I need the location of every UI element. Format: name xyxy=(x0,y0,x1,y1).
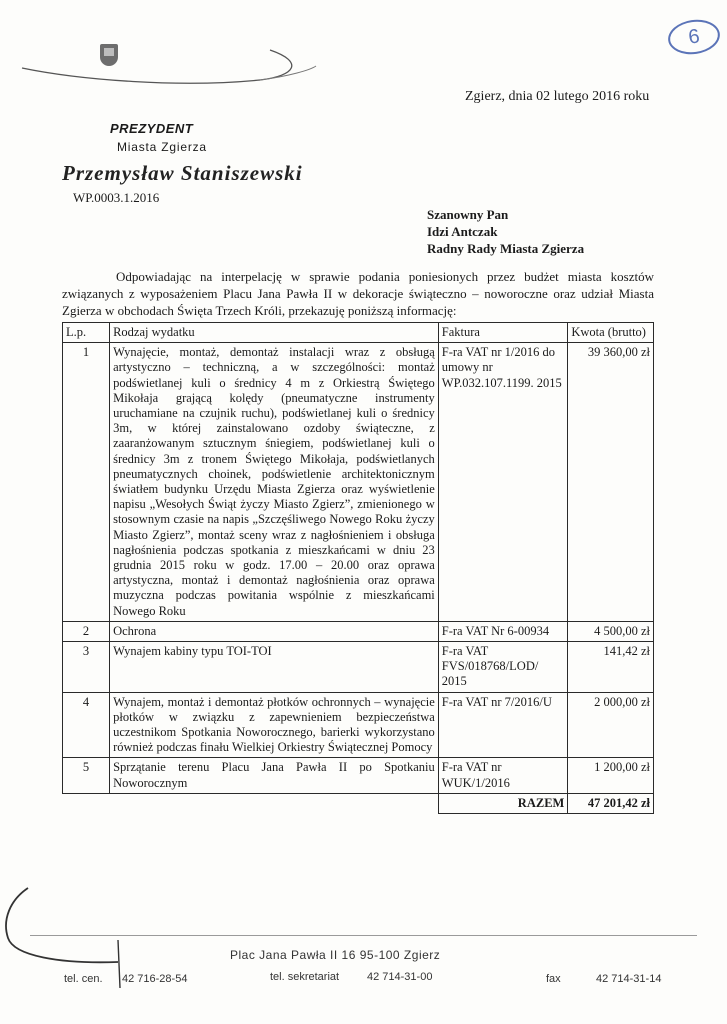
table-row xyxy=(63,692,654,758)
footer-tel-label: tel. cen. xyxy=(64,973,103,985)
city-crest-icon xyxy=(100,44,118,66)
footer-address: Plac Jana Pawła II 16 95-100 Zgierz xyxy=(230,948,441,962)
addressee-salutation: Szanowny Pan xyxy=(427,207,509,222)
total-spacer xyxy=(110,793,439,813)
footer-fax-label: fax xyxy=(546,973,561,985)
sender-name: Przemysław Staniszewski xyxy=(62,161,303,185)
addressee-name: Idzi Antczak xyxy=(427,224,498,239)
table-row xyxy=(63,642,654,693)
row-description: Ochrona xyxy=(110,621,439,641)
letter-date: Zgierz, dnia 02 lutego 2016 roku xyxy=(465,89,650,104)
row-amount: 39 360,00 zł xyxy=(568,343,654,622)
row-amount: 2 000,00 zł xyxy=(568,692,654,758)
total-label: RAZEM xyxy=(438,793,568,813)
sender-city: Miasta Zgierza xyxy=(117,140,207,154)
row-invoice: F-ra VAT Nr 6-00934 xyxy=(438,621,568,641)
header-amount: Kwota (brutto) xyxy=(568,323,654,343)
row-amount: 4 500,00 zł xyxy=(568,621,654,641)
header-invoice: Faktura xyxy=(438,323,568,343)
row-description: Wynajem, montaż i demontaż płotków ochronnych – wynajęcie płotków w związku z zapewnieniem bezpieczeństwa uczestnikom Spotkania Noworocznego, barierki wykorzystano również podczas finału Wielkiej Orkiestry Świątecznej Pomocy xyxy=(110,692,439,758)
total-spacer xyxy=(63,793,110,813)
footer-fax: 42 714-31-14 xyxy=(596,973,662,985)
reference-number: WP.0003.1.2016 xyxy=(73,190,160,205)
row-invoice: F-ra VAT nr WUK/1/2016 xyxy=(438,758,568,793)
table-row xyxy=(63,621,654,641)
footer-secretariat-label: tel. sekretariat xyxy=(270,971,340,983)
header-lp: L.p. xyxy=(63,323,110,343)
table-row xyxy=(63,758,654,793)
row-lp: 2 xyxy=(63,621,110,641)
intro-paragraph: Odpowiadając na interpelację w sprawie podania poniesionych przez budżet miasta kosztów związanych z wyposażeniem Placu Jana Pawła II w dekoracje świąteczno – noworoczne oraz udział Miasta Zgierza w obchodach Święta Trzech Króli, przekazuję poniższą informację: xyxy=(62,269,654,318)
header-type: Rodzaj wydatku xyxy=(110,323,439,343)
addressee-block xyxy=(427,206,584,257)
letterhead-swoosh xyxy=(20,40,320,90)
expenses-table xyxy=(62,322,654,814)
addressee-role: Radny Rady Miasta Zgierza xyxy=(427,241,585,256)
row-invoice: F-ra VAT nr 1/2016 do umowy nr WP.032.107.1199. 2015 xyxy=(438,343,568,622)
row-description: Wynajęcie, montaż, demontaż instalacji wraz z obsługą artystyczno – techniczną, a w szczególności: montaż podświetlanej kuli o średnicy 4 m z Orkiestrą Świętego Mikołaja grającą kolędy (pneumatyczne instrumenty uruchamiane na czujnik ruchu), podświetlanej kuli o średnicy 3m, w której zainstalowano ozdoby świąteczne, z zaaranżowanym sztucznym śniegiem, podświetlanej kuli o średnicy 3m z tronem Świętego Mikołaja, podświetlanych pneumatycznych choinek, podświetlenie architektonicznym światłem budynku Urzędu Miasta Zgierza oraz wyświetlenie napisu „Wesołych Świąt życzy Miasto Zgierz”, zmienionego w stosownym czasie na napis „Szczęśliwego Nowego Roku życzy Miasto Zgierz”, montaż sceny wraz z nagłośnieniem i obsługa nagłośnienia podczas spotkania z mieszkańcami w dniu 23 grudnia 2015 roku w godz. 17.00 – 20.00 oraz oprawa artystyczna, montaż i demontaż nagłośnienia oraz oprawa muzyczna podczas powitania wspólnie z mieszkańcami Nowego Roku xyxy=(110,343,439,622)
row-amount: 1 200,00 zł xyxy=(568,758,654,793)
total-amount: 47 201,42 zł xyxy=(568,793,654,813)
page-number-stamp: 6 xyxy=(666,17,722,58)
row-lp: 3 xyxy=(63,642,110,693)
row-invoice: F-ra VAT nr 7/2016/U xyxy=(438,692,568,758)
footer-tel: 42 716-28-54 xyxy=(122,973,188,985)
row-description: Sprzątanie terenu Placu Jana Pawła II po Spotkaniu Noworocznym xyxy=(110,758,439,793)
footer-secretariat: 42 714-31-00 xyxy=(367,971,433,983)
footer-divider xyxy=(30,935,697,936)
table-header-row xyxy=(63,323,654,343)
row-lp: 1 xyxy=(63,343,110,622)
row-amount: 141,42 zł xyxy=(568,642,654,693)
row-invoice: F-ra VAT FVS/018768/LOD/ 2015 xyxy=(438,642,568,693)
table-row xyxy=(63,343,654,622)
sender-title: PREZYDENT xyxy=(110,121,194,136)
row-description: Wynajem kabiny typu TOI-TOI xyxy=(110,642,439,693)
total-row xyxy=(63,793,654,813)
row-lp: 5 xyxy=(63,758,110,793)
row-lp: 4 xyxy=(63,692,110,758)
